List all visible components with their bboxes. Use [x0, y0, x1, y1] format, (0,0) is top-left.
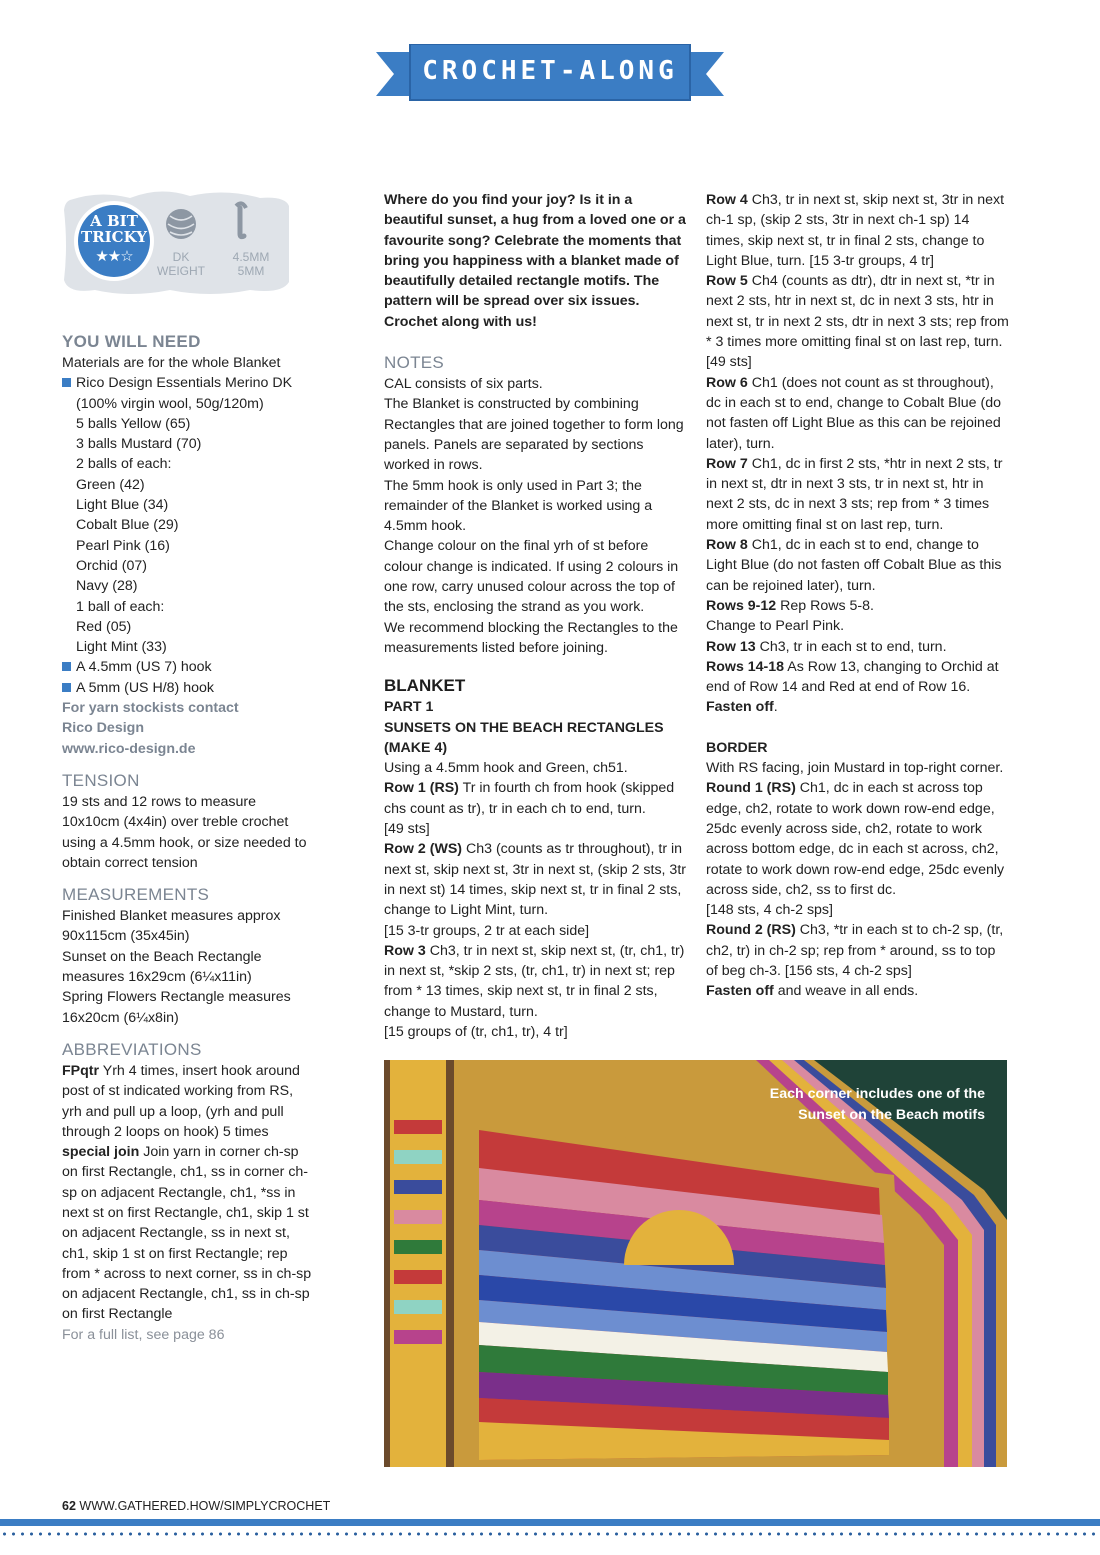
row-4: Row 4 Ch3, tr in next st, skip next st, 3tr in next ch-1 sp, (skip 2 sts, 3tr in next ch-1 sp) 14 times, skip next st, tr in final 2 sts, change to Light Blue, turn. [15 3-tr groups, 4 tr]	[706, 192, 1005, 269]
rows-9-12: Rows 9-12 Rep Rows 5-8.	[706, 597, 874, 614]
full-list-link: For a full list, see page 86	[62, 1326, 225, 1343]
fasten-off-final: Fasten off and weave in all ends.	[706, 983, 919, 1000]
footer-url[interactable]: WWW.GATHERED.HOW/SIMPLYCROCHET	[79, 1499, 331, 1513]
measurements-heading: MEASUREMENTS	[62, 885, 210, 905]
yarn-item: Rico Design Essentials Merino DK	[62, 373, 322, 393]
difficulty-panel	[60, 186, 292, 298]
hook-size-label: 4.5MM 5MM	[232, 250, 270, 278]
difficulty-badge: A BIT TRICKY	[81, 212, 147, 246]
footer-dots	[0, 1531, 1100, 1537]
right-column: Row 4 Ch3, tr in next st, skip next st, 3tr in next ch-1 sp, (skip 2 sts, 3tr in next ch-1 sp) 14 times, skip next st, tr in final 2 sts, change to Light Blue, turn. [15 3-tr groups, 4 tr] Row 5 Ch4 (counts as dtr), dtr in next st, *tr in next 2 sts, htr in next st, dc in next 3 sts, htr in next st, tr in next 2 sts, dtr in next 3 sts; rep from * 3 times more omitting final st on last rep, turn. [49 sts] Row 6 Ch1 (does not count as st throughout), dc in each st to end, change to Cobalt Blue (do not fasten off Light Blue as this can be rejoined later), turn. Row 7 Ch1, dc in first 2 sts, *htr in next 2 sts, tr in next st, dtr in next 3 sts, tr in next st, htr in next 2 sts, dc in next 3 sts; rep from * 3 times more omitting final st on last rep, turn. Row 8 Ch1, dc in each st to end, change to Light Blue (do not fasten off Cobalt Blue as this can be rejoined later), turn. Rows 9-12 Rep Rows 5-8. Change to Pearl Pink. Row 13 Ch3, tr in each st to end, turn. Rows 14-18 As Row 13, changing to Orchid at end of Row 14 and Red at end of Row 16. Fasten off. BORDER With RS facing, join Mustard in top-right corner. Round 1 (RS) Ch1, dc in each st across top edge, ch2, rotate to work down row-end edge, 25dc evenly across side, ch2, rotate to work across bottom edge, dc in each st across, ch2, rotate to work down row-end edge, 25dc evenly across side, ch2, ss to first dc. [148 sts, 4 ch-2 sps] Round 2 (RS) Ch3, *tr in each st to ch-2 sp, (tr, ch2, tr) in ch-2 sp; rep from * around, ss to top of beg ch-3. [156 sts, 4 ch-2 sps] Fasten off and weave in all ends.	[706, 190, 1010, 1002]
footer	[62, 1499, 330, 1513]
abbr-special-join: special join Join yarn in corner ch-sp on first Rectangle, ch1, ss in corner ch-sp on adjacent Rectangle, ch1, *ss in next st on first Rectangle, ch1, skip 1 st on adjacent Rectangle, ss in next st, ch1, skip 1 st on first Rectangle; rep from * across to next corner, ss in ch-sp on adjacent Rectangle, ch1, ss in ch-sp on first Rectangle	[62, 1144, 312, 1323]
notes-heading: NOTES	[384, 353, 445, 373]
tension-text: 19 sts and 12 rows to measure 10x10cm (4x4in) over treble crochet using a 4.5mm hook, or size needed to obtain correct tension	[62, 793, 307, 871]
difficulty-stars: ★★☆	[95, 248, 133, 265]
need-heading: YOU WILL NEED	[62, 332, 201, 351]
row-1: Row 1 (RS) Tr in fourth ch from hook (skipped chs count as tr), tr in each ch to end, turn.	[384, 780, 675, 817]
footer-bar	[0, 1519, 1100, 1526]
fasten-off: Fasten off.	[706, 699, 778, 716]
yarn-weight-label: DK WEIGHT	[157, 250, 205, 278]
abbr-fpqtr: FPqtr Yrh 4 times, insert hook around post of st indicated working from RS, yrh and pull up a loop, (yrh and pull through 2 loops on hook) 5 times	[62, 1062, 300, 1140]
round-2: Round 2 (RS) Ch3, *tr in each st to ch-2 sp, (tr, ch2, tr) in ch-2 sp; rep from * around, ss to top of beg ch-3. [156 sts, 4 ch-2 sps]	[706, 922, 1004, 979]
intro-text: Where do you find your joy? Is it in a beautiful sunset, a hug from a loved one or a favourite song? Celebrate the moments that bring you happiness with a blanket made of beautifully detailed rectangle motifs. The pattern will be spread over six issues. Crochet along with us!	[384, 192, 686, 330]
stockist-link[interactable]: www.rico-design.de	[62, 740, 196, 757]
middle-column: Where do you find your joy? Is it in a beautiful sunset, a hug from a loved one or a favourite song? Celebrate the moments that bring you happiness with a blanket made of beautifully detailed rectangle motifs. The pattern will be spread over six issues. Crochet along with us! NOTES CAL consists of six parts. The Blanket is constructed by combining Rectangles that are joined together to form long panels. Panels are separated by sections worked in rows. The 5mm hook is only used in Part 3; the remainder of the Blanket is worked using a 4.5mm hook. Change colour on the final yrh of st before colour change is indicated. If using 2 colours in one row, carry unused colour across the top of the sts, enclosing the strand as you work. We recommend blocking the Rectangles to the measurements listed before joining. BLANKET PART 1 SUNSETS ON THE BEACH RECTANGLES (MAKE 4) Using a 4.5mm hook and Green, ch51. Row 1 (RS) Tr in fourth ch from hook (skipped chs count as tr), tr in each ch to end, turn. [49 sts] Row 2 (WS) Ch3 (counts as tr throughout), tr in next st, skip next st, 3tr in next st, (skip 2 sts, 3tr in next st) 14 times, skip next st, tr in final 2 sts, change to Light Mint, turn. [15 3-tr groups, 2 tr at each side] Row 3 Ch3, tr in next st, skip next st, (tr, ch1, tr) in next st, *skip 2 sts, (tr, ch1, tr) in next st; rep from * 13 times, skip next st, tr in final 2 sts, change to Mustard, turn. [15 groups of (tr, ch1, tr), 4 tr]	[384, 192, 686, 1040]
section-banner	[376, 44, 724, 104]
row-6: Row 6 Ch1 (does not count as st throughout), dc in each st to end, change to Cobalt Blue (do not fasten off Light Blue as this can be rejoined later), turn.	[706, 374, 1001, 452]
section-heading: SUNSETS ON THE BEACH RECTANGLES (MAKE 4)	[384, 719, 664, 756]
left-column: YOU WILL NEED Materials are for the whole Blanket Rico Design Essentials Merino DK (100% virgin wool, 50g/120m) 5 balls Yellow (65) 3 balls Mustard (70) 2 balls of each: Green (42) Light Blue (34) Cobalt Blue (29) Pearl Pink (16) Orchid (07) Navy (28) 1 ball of each: Red (05) Light Mint (33) A 4.5mm (US 7) hook A 5mm (US H/8) hook For yarn stockists contact Rico Design www.rico-design.de TENSION 19 sts and 12 rows to measure 10x10cm (4x4in) over treble crochet using a 4.5mm hook, or size needed to obtain correct tension MEASUREMENTS Finished Blanket measures approx 90x115cm (35x45in) Sunset on the Beach Rectangle measures 16x29cm (6¼x11in) Spring Flowers Rectangle measures 16x20cm (6¼x8in) ABBREVIATIONS FPqtr Yrh 4 times, insert hook around post of st indicated working from RS, yrh and pull up a loop, (yrh and pull through 2 loops on hook) 5 times special join Join yarn in corner ch-sp on first Rectangle, ch1, ss in corner ch-sp on adjacent Rectangle, ch1, *ss in next st on first Rectangle, ch1, skip 1 st on adjacent Rectangle, ss in next st, ch1, skip 1 st on first Rectangle; rep from * across to next corner, ss in ch-sp on adjacent Rectangle, ch1, ss in ch-sp on first Rectangle For a full list, see page 86	[62, 331, 322, 1345]
hook-item: A 4.5mm (US 7) hook	[62, 657, 322, 677]
row-5: Row 5 Ch4 (counts as dtr), dtr in next st, *tr in next 2 sts, htr in next st, dc in next 3 sts, htr in next st, tr in next 2 sts, dtr in next 3 sts; rep from * 3 times more omitting final st on last rep, turn.	[706, 273, 1009, 351]
stockist-text: For yarn stockists contact	[62, 700, 239, 717]
blanket-photo	[384, 1060, 1007, 1467]
tension-heading: TENSION	[62, 770, 140, 790]
abbreviations-heading: ABBREVIATIONS	[62, 1039, 202, 1059]
page-number: 62	[62, 1499, 76, 1513]
border-heading: BORDER	[706, 739, 768, 756]
blanket-heading: BLANKET	[384, 676, 466, 696]
need-intro: Materials are for the whole Blanket	[62, 355, 281, 371]
round-1: Round 1 (RS) Ch1, dc in each st across top edge, ch2, rotate to work down row-end edge, 25dc evenly across side, ch2, rotate to work across bottom edge, dc in each st across, ch2, rotate to work down row-end edge, 25dc evenly across side, ch2, ss to first dc.	[706, 780, 1005, 898]
part-heading: PART 1	[384, 699, 434, 716]
rows-14-18: Rows 14-18 As Row 13, changing to Orchid at end of Row 14 and Red at end of Row 16.	[706, 658, 999, 696]
row-7: Row 7 Ch1, dc in first 2 sts, *htr in next 2 sts, tr in next st, dtr in next 3 sts, tr in next st, htr in next 2 sts, dc in next 3 sts; rep from * 3 times more omitting final st on last rep, turn.	[706, 455, 1003, 533]
row-8: Row 8 Ch1, dc in each st to end, change to Light Blue (do not fasten off Cobalt Blue as this can be rejoined later), turn.	[706, 537, 1002, 594]
photo-caption: Each corner includes one of the Sunset on the Beach motifs	[769, 1086, 985, 1123]
banner-title: CROCHET-ALONG	[422, 56, 678, 86]
hook-item: A 5mm (US H/8) hook	[62, 678, 322, 698]
row-3: Row 3 Ch3, tr in next st, skip next st, (tr, ch1, tr) in next st, *skip 2 sts, (tr, ch1, tr) in next st; rep from * 13 times, skip next st, tr in final 2 sts, change to Mustard, turn.	[384, 942, 685, 1020]
row-2: Row 2 (WS) Ch3 (counts as tr throughout), tr in next st, skip next st, 3tr in next st, (skip 2 sts, 3tr in next st) 14 times, skip next st, tr in final 2 sts, change to Light Mint, turn.	[384, 841, 686, 919]
row-13: Row 13 Ch3, tr in each st to end, turn.	[706, 638, 947, 655]
stockist-name: Rico Design	[62, 720, 144, 737]
